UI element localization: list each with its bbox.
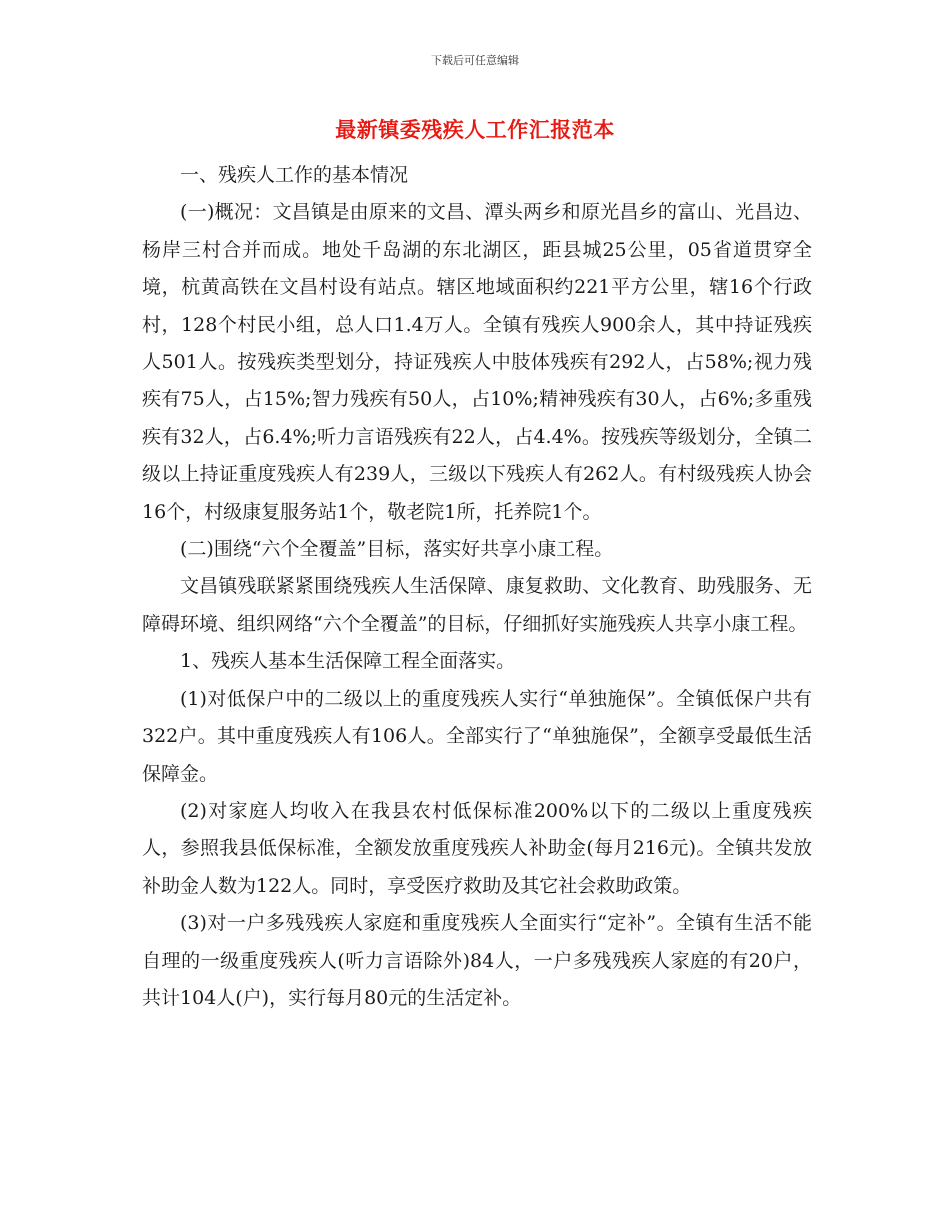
paragraph: 1、残疾人基本生活保障工程全面落实。: [180, 650, 516, 673]
paragraph: (一)概况：文昌镇是由原来的文昌、潭头两乡和原光昌乡的富山、光昌边、杨岸三村合并而成。地处千岛湖的东北湖区，距县城25公里，05省道贯穿全境，杭黄高铁在文昌村设有站点。辖区地域面积约221平方公里，辖16个行政村，128个村民小组，总人口1.4万人。全镇有残疾人900余人，其中持证残疾人501人。按残疾类型划分，持证残疾人中肢体残疾有292人，占58%;视力残疾有75人，占15%;智力残疾有50人，占10%;精神残疾有30人，占6%;多重残疾有32人，占6.4%;听力言语残疾有22人，占4.4%。按残疾等级划分，全镇二级以上持证重度残疾人有239人，三级以下残疾人有262人。有村级残疾人协会16个，村级康复服务站1个，敬老院1所，托养院1个。: [142, 201, 812, 523]
paragraph: (1)对低保户中的二级以上的重度残疾人实行“单独施保”。全镇低保户共有322户。其中重度残疾人有106人。全部实行了“单独施保”，全额享受最低生活保障金。: [142, 687, 812, 785]
paragraph: 文昌镇残联紧紧围绕残疾人生活保障、康复救助、文化教育、助残服务、无障碍环境、组织网络“六个全覆盖”的目标，仔细抓好实施残疾人共享小康工程。: [142, 575, 812, 635]
document-title: 最新镇委残疾人工作汇报范本: [335, 118, 615, 142]
paragraph: (3)对一户多残残疾人家庭和重度残疾人全面实行“定补”。全镇有生活不能自理的一级重度残疾人(听力言语除外)84人，一户多残残疾人家庭的有20户，共计104人(户)，实行每月80元的生活定补。: [142, 912, 812, 1009]
paragraph: (二)围绕“六个全覆盖”目标，落实好共享小康工程。: [180, 538, 614, 561]
document-body: [142, 157, 812, 1017]
section-heading: 一、残疾人工作的基本情况: [180, 164, 409, 186]
paragraph: (2)对家庭人均收入在我县农村低保标准200%以下的二级以上重度残疾人，参照我县低保标准，全额发放重度残疾人补助金(每月216元)。全镇共发放补助金人数为122人。同时，享受医疗救助及其它社会救助政策。: [142, 799, 812, 897]
header-note: 下载后可任意编辑: [431, 54, 519, 67]
